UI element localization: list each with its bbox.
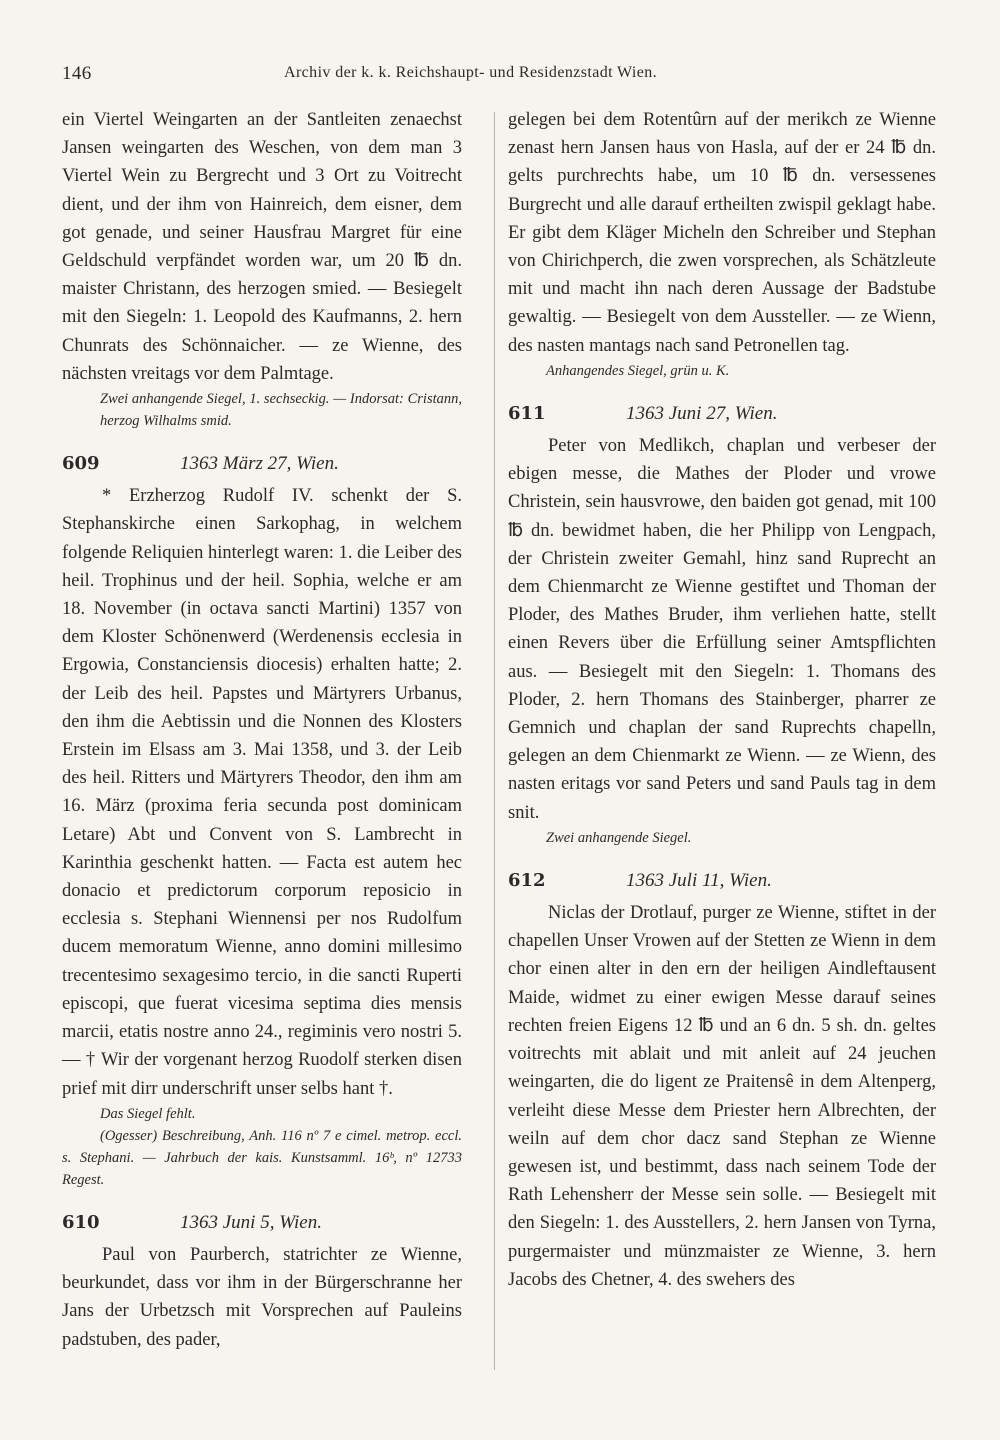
column-divider bbox=[494, 112, 495, 1370]
running-title: Archiv der k. k. Reichshaupt- und Residenzstadt Wien. bbox=[284, 64, 658, 81]
entry-609-heading bbox=[62, 450, 462, 478]
entry-610-heading bbox=[62, 1209, 462, 1237]
entry-608-seal-note: Zwei anhangende Siegel, 1. sechseckig. — Indorsat: Cristann, herzog Wilhalms smid. bbox=[100, 391, 462, 430]
entry-610-seal-note: Anhangendes Siegel, grün u. K. bbox=[546, 362, 730, 379]
entry-611-seal-note: Zwei anhangende Siegel. bbox=[546, 829, 692, 846]
entry-610-number: 610 bbox=[62, 1211, 100, 1233]
entry-609-date: 1363 März 27, Wien. bbox=[180, 453, 339, 475]
entry-610-date: 1363 Juni 5, Wien. bbox=[180, 1211, 322, 1233]
entry-612-text: Niclas der Drotlauf, purger ze Wienne, stiftet in der chapellen Unser Vrowen auf der Stetten ze Wienn in dem chor einen alter in den ern der heiligen Aindleftausent Maide, widmet zu einer ewigen Messe darauf seines rechten freien Eigens 12 ℔ und an 6 dn. 5 sh. dn. geltes voitrechts mit ablait und mit anleit auf 24 jeuchen weingarten, die do ligent ze Praitensê in dem Altenperg, verleiht diese Messe dem Priester hern Albrechten, der weiln auf dem chor dacz sand Stephan ze Wienne gewesen ist, und bestimmt, dass nach seinem Tode der Rath Lehensherr der Messe sein solle. — Besiegelt mit den Siegeln: 1. des Ausstellers, 2. hern Jansen von Tyrna, purgermaister und münzmaister ze Wienne, 3. hern Jacobs des Chetner, 4. des swehers des bbox=[508, 903, 936, 1290]
entry-609-seal-note: Das Siegel fehlt. bbox=[100, 1105, 196, 1122]
page-number: 146 bbox=[62, 63, 92, 84]
entry-611-date: 1363 Juni 27, Wien. bbox=[626, 402, 778, 424]
entry-608-continuation: ein Viertel Weingarten an der Santleiten zenaechst Jansen weingarten des Weschen, von dem man 3 Viertel Wein zu Bergrecht und 3 Ort zu Voitrecht dient, und der ihm von Hainreich, dem eisner, dem got genade, und seiner Hausfrau Margret für eine Geldschuld verpfändet worden war, um 20 ℔ dn. maister Christann, des herzogen smied. — Besiegelt mit den Siegeln: 1. Leopold des Kaufmanns, 2. hern Chunrats des Schönnaicher. — ze Wienne, des nächsten vreitags vor dem Palmtage. bbox=[62, 110, 462, 384]
entry-609-source-note: (Ogesser) Beschreibung, Anh. 116 nº 7 e cimel. metrop. eccl. s. Stephani. — Jahrbuch der kais. Kunstsamml. 16ᵇ, nº 12733 Regest. bbox=[62, 1127, 462, 1188]
left-column bbox=[62, 106, 462, 1354]
entry-610-text: Paul von Paurberch, statrichter ze Wienne, beurkundet, dass vor ihm in der Bürgerschranne her Jans der Urbetzsch mit Vorsprechen auf Pauleins padstuben, des pader, bbox=[62, 1244, 462, 1350]
entry-612-number: 612 bbox=[508, 869, 546, 891]
entry-609-number: 609 bbox=[62, 453, 100, 475]
right-column bbox=[508, 106, 936, 1294]
entry-609-text: * Erzherzog Rudolf IV. schenkt der S. Stephanskirche einen Sarkophag, in welchem folgende Reliquien hinterlegt waren: 1. die Leiber des heil. Trophinus und der heil. Sophia, welche er am 18. November (in octava sancti Martini) 1357 von dem Kloster Schönenwerd (Werdenensis ecclesia in Ergowia, Constanciensis diocesis) erhalten hatte; 2. der Leib des heil. Papstes und Märtyrers Urbanus, den ihm die Aebtissin und die Nonnen des Klosters Erstein im Elsass am 3. Mai 1358, und 3. der Leib des heil. Ritters und Märtyrers Theodor, den ihm am 16. März (proxima feria secunda post dominicam Letare) Abt und Convent von S. Lambrecht in Karinthia geschenkt hatten. — Facta est autem hec donacio et predictorum corporum reposicio in ecclesia s. Stephani Wiennensi per nos Rudolfum ducem memoratum Wienne, anno domini millesimo trecentesimo sexagesimo tercio, in die sancti Ruperti episcopi, que fuerat vicesima septima dies mensis marcii, etatis nostre anno 24., regiminis vero nostri 5. — † Wir der vorgenant herzog Ruodolf sterken disen prief mit dirr underschrift unser selbs hant †. bbox=[62, 486, 462, 1099]
entry-611-number: 611 bbox=[508, 402, 546, 424]
entry-611-text: Peter von Medlikch, chaplan und verbeser der ebigen messe, die Mathes der Ploder und vrowe Christein, sein hausvrowe, den baiden got genad, mit 100 ℔ dn. bewidmet haben, die her Philipp von Lengpach, der Christein zweiter Gemahl, hinz sand Ruprecht an dem Chienmarcht ze Wienne gestiftet und Thoman der Ploder, des Mathes Bruder, ihm verliehen hatte, stellt einen Revers über die Erfüllung seiner Amtspflichten aus. — Besiegelt mit den Siegeln: 1. Thomans des Ploder, 2. hern Thomans des Stainberger, pharrer ze Gemnich und chaplan der sand Ruprechts chapelln, gelegen an dem Chienmarkt ze Wienn. — ze Wienn, des nasten eritags vor sand Peters und sand Pauls tag in dem snit. bbox=[508, 436, 936, 823]
entry-612-heading bbox=[508, 867, 936, 895]
entry-611-heading bbox=[508, 400, 936, 428]
entry-612-date: 1363 Juli 11, Wien. bbox=[626, 869, 772, 891]
entry-610-continuation: gelegen bei dem Rotentûrn auf der merikch ze Wienne zenast hern Jansen haus von Hasla, auf der er 24 ℔ dn. gelts purchrechts habe, um 10 ℔ dn. versessenes Burgrecht und alle darauf ertheilten zwispil geklagt habe. Er gibt dem Kläger Micheln den Schreiber und Stephan von Chirichperch, die zwen vorsprechen, als Schätzleute mit und macht ihn nach deren Aussage der Badstube gewaltig. — Besiegelt von dem Aussteller. — ze Wienn, des nasten mantags nach sand Petronellen tag. bbox=[508, 110, 936, 356]
